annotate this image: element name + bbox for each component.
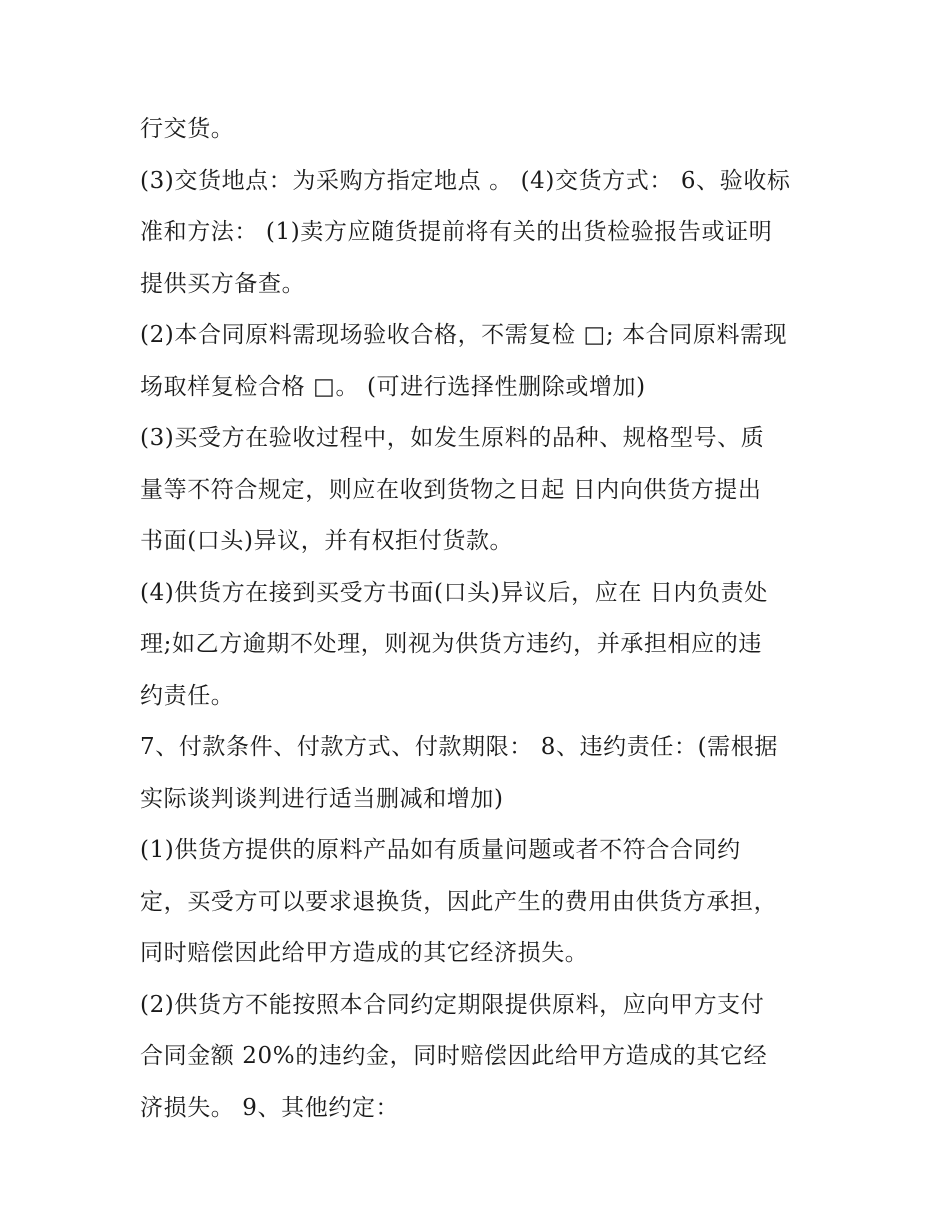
contract-text: [140, 104, 820, 1134]
text-line: 同时赔偿因此给甲方造成的其它经济损失。: [140, 940, 589, 966]
text-line: 7、付款条件、付款方式、付款期限： 8、违约责任：(需根据: [140, 734, 778, 760]
text-line: 量等不符合规定，则应在收到货物之日起 日内向供货方提出: [140, 476, 762, 503]
text-line: (3)买受方在验收过程中，如发生原料的品种、规格型号、质: [140, 425, 765, 451]
text-line: 书面(口头)异议，并有权拒付货款。: [140, 528, 514, 554]
text-line: 提供买方备查。: [140, 270, 306, 297]
text-line: 实际谈判谈判进行适当删减和增加): [140, 785, 504, 812]
text-line: 定，买受方可以要求退换货，因此产生的费用由供货方承担，: [140, 888, 778, 915]
text-line: (3)交货地点：为采购方指定地点 。 (4)交货方式： 6、验收标: [140, 167, 791, 194]
text-line: (1)供货方提供的原料产品如有质量问题或者不符合合同约: [140, 837, 741, 863]
text-line: 合同金额 20%的违约金，同时赔偿因此给甲方造成的其它经: [140, 1043, 768, 1069]
text-line: 理;如乙方逾期不处理，则视为供货方违约，并承担相应的违: [140, 631, 762, 657]
text-line: 行交货。: [140, 116, 235, 142]
text-line: 济损失。 9、其他约定：: [140, 1094, 400, 1121]
text-line: (2)供货方不能按照本合同约定期限提供原料，应向甲方支付: [140, 991, 765, 1018]
text-line: 场取样复检合格 □。 (可进行选择性删除或增加): [140, 373, 646, 400]
text-line: 准和方法： (1)卖方应随货提前将有关的出货检验报告或证明: [140, 219, 773, 245]
text-line: (2)本合同原料需现场验收合格，不需复检 □; 本合同原料需现: [140, 322, 788, 348]
text-line: 约责任。: [140, 682, 235, 709]
text-line: (4)供货方在接到买受方书面(口头)异议后，应在 日内负责处: [140, 579, 768, 606]
